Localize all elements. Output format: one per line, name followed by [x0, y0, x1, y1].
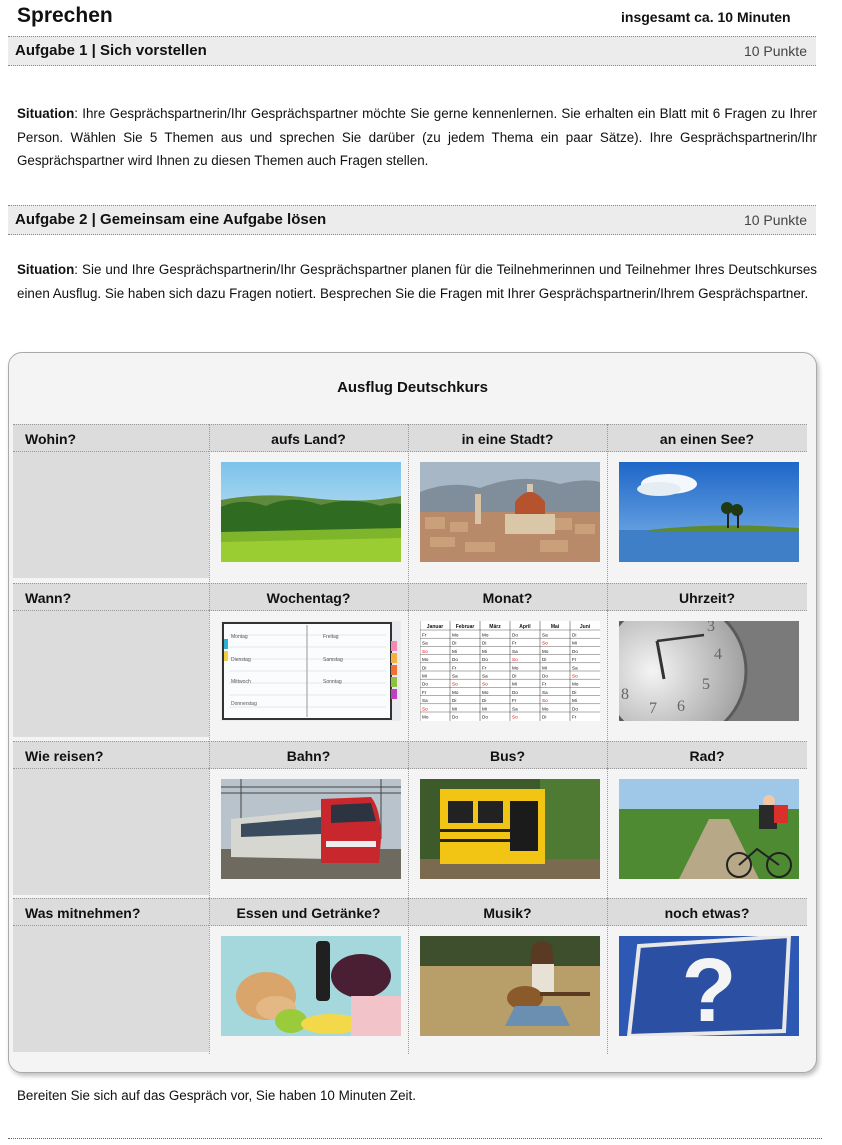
food-drinks-photo	[221, 936, 401, 1036]
weekday-planner-graphic	[221, 621, 401, 721]
calendar-day-cell: Do	[572, 648, 578, 654]
task1-situation-text: : Ihre Gesprächspartnerin/Ihr Gesprächspartner möchte Sie gerne kennenlernen. Sie erhalten ein Blatt mit 6 Fragen zu Ihrer Person. Wählen Sie 5 Themen aus und sprechen Sie darüber (zu jedem Thema ein paar Sätze). Ihre Gesprächspartnerin/Ihr Gesprächspartner wird Ihnen zu diesen Themen auch Fragen stellen.	[17, 106, 817, 168]
row4-option2: Musik?	[408, 898, 607, 926]
total-time: insgesamt ca. 10 Minuten	[621, 9, 791, 25]
clock-number: 5	[702, 676, 710, 693]
calendar-day-cell: Mi	[452, 706, 457, 712]
column-separator	[209, 424, 210, 1054]
task2-title: Aufgabe 2 | Gemeinsam eine Aufgabe lösen	[15, 211, 327, 228]
lake-photo	[619, 462, 799, 562]
calendar-day-cell: Di	[482, 698, 487, 704]
calendar-day-cell: Fr	[482, 665, 487, 671]
calendar-day-cell: Sa	[482, 673, 488, 679]
planner-day-left: Mittwoch	[231, 679, 251, 685]
calendar-day-cell: Mi	[572, 640, 577, 646]
calendar-day-cell: So	[512, 657, 518, 663]
page-title: Sprechen	[17, 4, 113, 27]
month-calendar-photo	[420, 621, 600, 721]
clock-number: 8	[621, 686, 629, 703]
task1-situation-label: Situation	[17, 106, 75, 121]
calendar-day-cell: Do	[542, 673, 548, 679]
calendar-day-cell: Sa	[512, 648, 518, 654]
calendar-day-cell: Sa	[422, 640, 428, 646]
row4-question: Was mitnehmen?	[13, 898, 209, 926]
calendar-day-cell: Di	[452, 640, 457, 646]
train-photo	[221, 779, 401, 879]
clock-number: 3	[707, 621, 715, 635]
calendar-day-cell: Sa	[572, 665, 578, 671]
column-separator	[408, 424, 409, 1054]
row2-answer-area	[13, 611, 209, 737]
calendar-day-cell: Mi	[542, 665, 547, 671]
calendar-day-cell: Mo	[482, 689, 489, 695]
row4-answer-area	[13, 926, 209, 1052]
row1-option3: an einen See?	[607, 424, 807, 452]
weekday-planner-photo	[221, 621, 401, 721]
row1-answer-area	[13, 452, 209, 578]
planner-day-left: Donnerstag	[231, 701, 257, 707]
row2-option1: Wochentag?	[209, 583, 408, 611]
calendar-day-cell: Fr	[512, 698, 517, 704]
row3-answer-area	[13, 769, 209, 895]
task2-situation-text: : Sie und Ihre Gesprächspartnerin/Ihr Gesprächspartner planen für die Teilnehmerinnen und Teilnehmer Ihres Deutschkurses einen Ausflug. Sie haben sich dazu Fragen notiert. Besprechen Sie die Fragen mit Ihrer Gesprächspartnerin/Ihrem Gesprächspartner.	[17, 262, 817, 301]
calendar-day-cell: Do	[452, 714, 458, 720]
calendar-day-cell: Sa	[452, 673, 458, 679]
column-separator	[607, 424, 608, 1054]
row3-option2: Bus?	[408, 741, 607, 769]
calendar-day-cell: Di	[572, 632, 577, 638]
calendar-day-cell: Mo	[422, 657, 429, 663]
task2-header	[8, 205, 816, 235]
calendar-day-cell: Di	[452, 698, 457, 704]
clock-number: 6	[677, 698, 685, 715]
row1-option1: aufs Land?	[209, 424, 408, 452]
bus-photo	[420, 779, 600, 879]
calendar-day-cell: Do	[572, 706, 578, 712]
music-guitar-photo	[420, 936, 600, 1036]
calendar-month-label: Juni	[579, 624, 591, 630]
footer-instruction: Bereiten Sie sich auf das Gespräch vor, Sie haben 10 Minuten Zeit.	[17, 1088, 416, 1103]
row2-question: Wann?	[13, 583, 209, 611]
panel-title: Ausflug Deutschkurs	[337, 379, 488, 396]
task2-situation	[17, 258, 817, 305]
row2-option2: Monat?	[408, 583, 607, 611]
calendar-day-cell: Mi	[572, 698, 577, 704]
calendar-day-cell: Sa	[542, 689, 548, 695]
calendar-day-cell: Do	[482, 714, 488, 720]
calendar-day-cell: So	[422, 706, 428, 712]
calendar-day-cell: Fr	[422, 632, 427, 638]
city-photo	[420, 462, 600, 562]
row2-option3: Uhrzeit?	[607, 583, 807, 611]
bottom-divider	[8, 1138, 822, 1139]
calendar-day-cell: Mi	[452, 648, 457, 654]
question-mark-sign-photo	[619, 936, 799, 1036]
calendar-day-cell: Mo	[422, 714, 429, 720]
calendar-day-cell: Mo	[542, 648, 549, 654]
calendar-day-cell: Mo	[512, 665, 519, 671]
calendar-day-cell: Fr	[572, 657, 577, 663]
calendar-day-cell: Mo	[572, 681, 579, 687]
planner-day-right: Sonntag	[323, 679, 342, 685]
calendar-day-cell: Do	[452, 657, 458, 663]
bicycle-photo	[619, 779, 799, 879]
task1-situation	[17, 102, 817, 173]
calendar-day-cell: Fr	[512, 640, 517, 646]
row3-question: Wie reisen?	[13, 741, 209, 769]
calendar-day-cell: So	[452, 681, 458, 687]
clock-number: 4	[714, 646, 722, 663]
calendar-day-cell: Sa	[512, 706, 518, 712]
calendar-day-cell: Mi	[482, 706, 487, 712]
calendar-day-cell: So	[482, 681, 488, 687]
calendar-day-cell: Di	[482, 640, 487, 646]
calendar-day-cell: Mi	[512, 681, 517, 687]
calendar-day-cell: So	[542, 698, 548, 704]
task2-points: 10 Punkte	[743, 212, 807, 228]
row3-option3: Rad?	[607, 741, 807, 769]
calendar-day-cell: Do	[482, 657, 488, 663]
calendar-day-cell: Fr	[542, 681, 547, 687]
calendar-day-cell: Do	[512, 689, 518, 695]
calendar-day-cell: Fr	[452, 665, 457, 671]
calendar-day-cell: Di	[572, 689, 577, 695]
row4-option1: Essen und Getränke?	[209, 898, 408, 926]
task1-header	[8, 36, 816, 66]
calendar-day-cell: Mo	[482, 632, 489, 638]
calendar-month-label: Mai	[550, 624, 560, 630]
calendar-month-label: April	[519, 624, 531, 630]
task2-situation-label: Situation	[17, 262, 75, 277]
month-calendar-graphic	[420, 621, 600, 721]
calendar-day-cell: Mo	[452, 632, 459, 638]
task1-title: Aufgabe 1 | Sich vorstellen	[15, 42, 207, 59]
calendar-day-cell: So	[422, 648, 428, 654]
row1-option2: in eine Stadt?	[408, 424, 607, 452]
excursion-panel	[8, 352, 817, 1073]
question-mark-glyph: ?	[681, 941, 737, 1036]
calendar-day-cell: So	[572, 673, 578, 679]
planner-day-right: Freitag	[323, 634, 339, 640]
calendar-day-cell: Sa	[422, 698, 428, 704]
calendar-day-cell: Sa	[542, 632, 548, 638]
calendar-month-label: Februar	[455, 624, 475, 630]
task1-points: 10 Punkte	[743, 43, 807, 59]
calendar-day-cell: Mo	[542, 706, 549, 712]
calendar-day-cell: So	[512, 714, 518, 720]
calendar-day-cell: Do	[512, 632, 518, 638]
calendar-month-label: März	[489, 624, 501, 630]
planner-day-right: Samstag	[323, 657, 343, 663]
planner-day-left: Dienstag	[231, 657, 251, 663]
calendar-day-cell: Di	[542, 714, 547, 720]
calendar-day-cell: Di	[422, 665, 427, 671]
calendar-day-cell: Di	[542, 657, 547, 663]
clock-photo	[619, 621, 799, 721]
row4-option3: noch etwas?	[607, 898, 807, 926]
row3-option1: Bahn?	[209, 741, 408, 769]
planner-day-left: Montag	[231, 634, 248, 640]
calendar-day-cell: Fr	[572, 714, 577, 720]
calendar-day-cell: Di	[512, 673, 517, 679]
calendar-day-cell: Fr	[422, 689, 427, 695]
calendar-day-cell: Mi	[422, 673, 427, 679]
clock-number: 7	[649, 700, 657, 717]
calendar-month-label: Januar	[426, 624, 444, 630]
calendar-day-cell: Mo	[452, 689, 459, 695]
countryside-photo	[221, 462, 401, 562]
calendar-day-cell: Mi	[482, 648, 487, 654]
row1-question: Wohin?	[13, 424, 209, 452]
calendar-day-cell: So	[542, 640, 548, 646]
calendar-day-cell: Do	[422, 681, 428, 687]
